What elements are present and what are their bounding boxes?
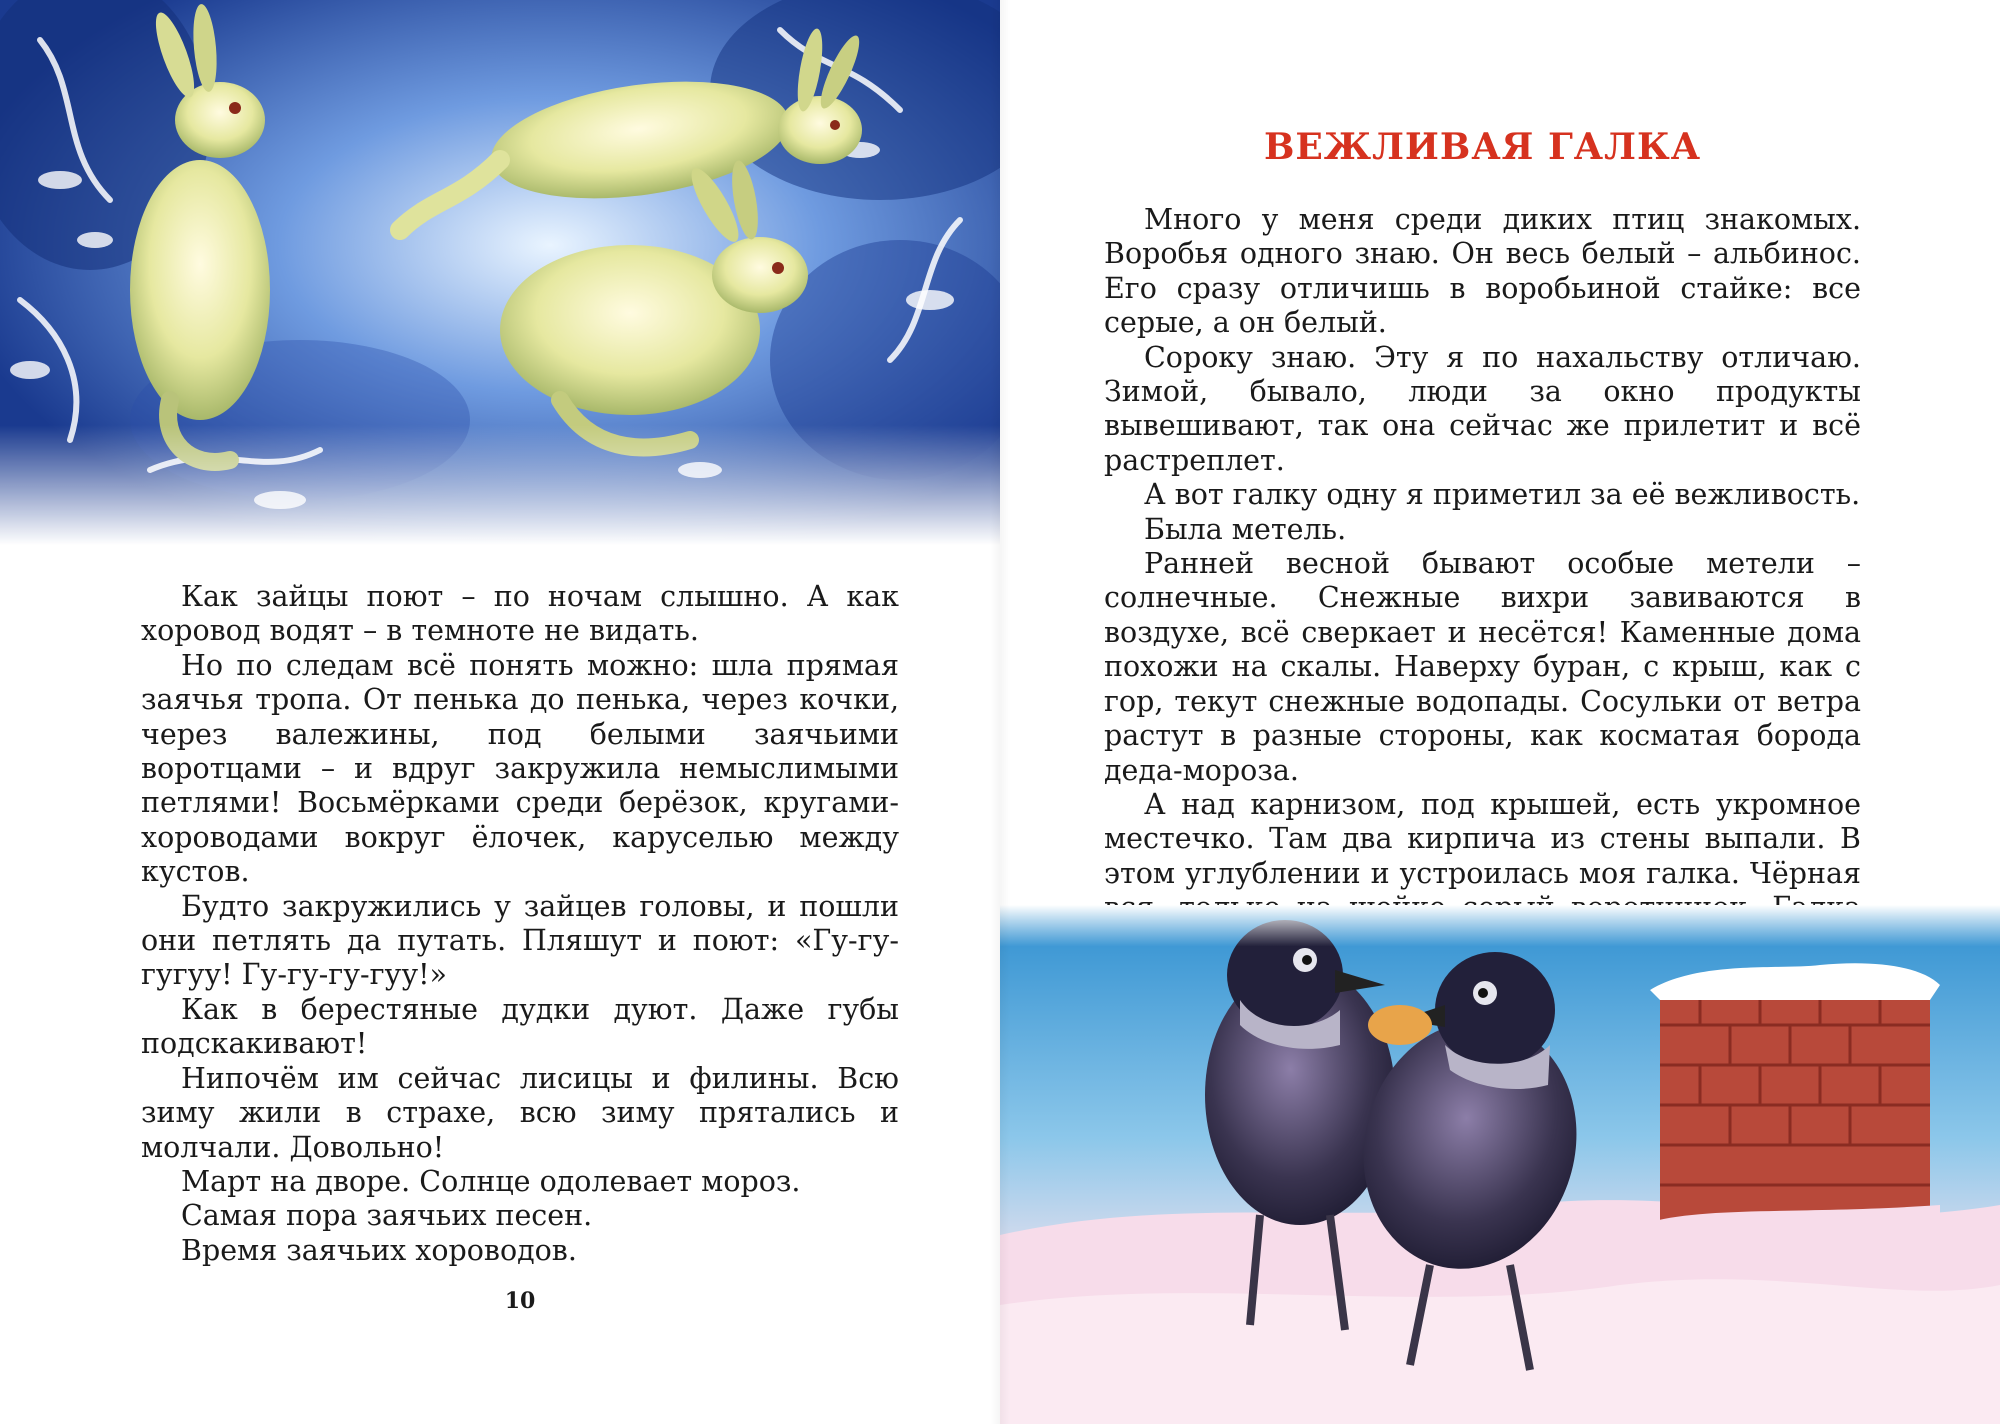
paragraph: Будто закружились у зайцев головы, и пошли они петлять да путать. Пляшут и поют: «Гу-гу-гугуу! Гу-гу-гу-гуу!» bbox=[141, 889, 899, 992]
paragraph: Ранней весной бывают особые метели – солнечные. Снежные вихри завиваются в воздухе, всё сверкает и несётся! Каменные дома похожи на скалы. Наверху буран, с крыш, как с гор, текут снежные водопады. Сосульки от ветра растут в разные стороны, как косматая борода деда-мороза. bbox=[1104, 547, 1861, 787]
paragraph: Время заячьих хороводов. bbox=[181, 1233, 577, 1267]
paragraph: Март на дворе. Солнце одолевает мороз. bbox=[181, 1164, 801, 1198]
paragraph: Была метель. bbox=[1144, 512, 1347, 546]
paragraph: Как зайцы поют – по ночам слышно. А как хоровод водят – в темноте не видать. bbox=[141, 580, 899, 648]
chapter-title: ВЕЖЛИВАЯ ГАЛКА bbox=[1263, 126, 1702, 168]
paragraph: Нипочём им сейчас лисицы и филины. Всю зиму жили в страхе, всю зиму прятались и молчали. Довольно! bbox=[141, 1061, 899, 1164]
left-page-text bbox=[141, 580, 899, 1268]
paragraph: А над карнизом, под крышей, есть укромное местечко. Там два кирпича из стены выпали. В этом углублении и устроилась моя галка. Чёрная bbox=[1104, 787, 1861, 890]
paragraph: А вот галку одну я приметил за её вежливость. bbox=[1144, 478, 1861, 512]
hares-illustration bbox=[0, 0, 1000, 545]
hares-watercolor bbox=[0, 0, 1000, 545]
paragraph: Самая пора заячьих песен. bbox=[181, 1199, 593, 1233]
page-number: 10 bbox=[504, 1288, 536, 1314]
jackdaws-illustration bbox=[1000, 905, 2000, 1424]
paragraph: Сороку знаю. Эту я по нахальству отличаю. Зимой, бывало, люди за окно продукты вывешивают, так она сейчас же прилетит и всё растреплет. bbox=[1104, 340, 1861, 477]
paragraph: Много у меня среди диких птиц знакомых. Воробья одного знаю. Он весь белый – альбинос. Его сразу отличишь в воробьиной стайке: все серые, а он белый. bbox=[1104, 203, 1861, 340]
right-page-text bbox=[1104, 203, 1861, 994]
jackdaws-watercolor bbox=[1000, 905, 2000, 1424]
paragraph: Но по следам всё понять можно: шла прямая заячья тропа. От пенька до пенька, через кочки, через валежины, под белыми заячьими воротцами – и вдруг закружила немыслимыми петлями! Восьмёрками среди берёзок, кругами-хороводами вокруг ёлочек, каруселью между кустов. bbox=[141, 648, 899, 889]
right-page bbox=[1000, 0, 2000, 1424]
paragraph: Как в берестяные дудки дуют. Даже губы подскакивают! bbox=[141, 992, 899, 1061]
